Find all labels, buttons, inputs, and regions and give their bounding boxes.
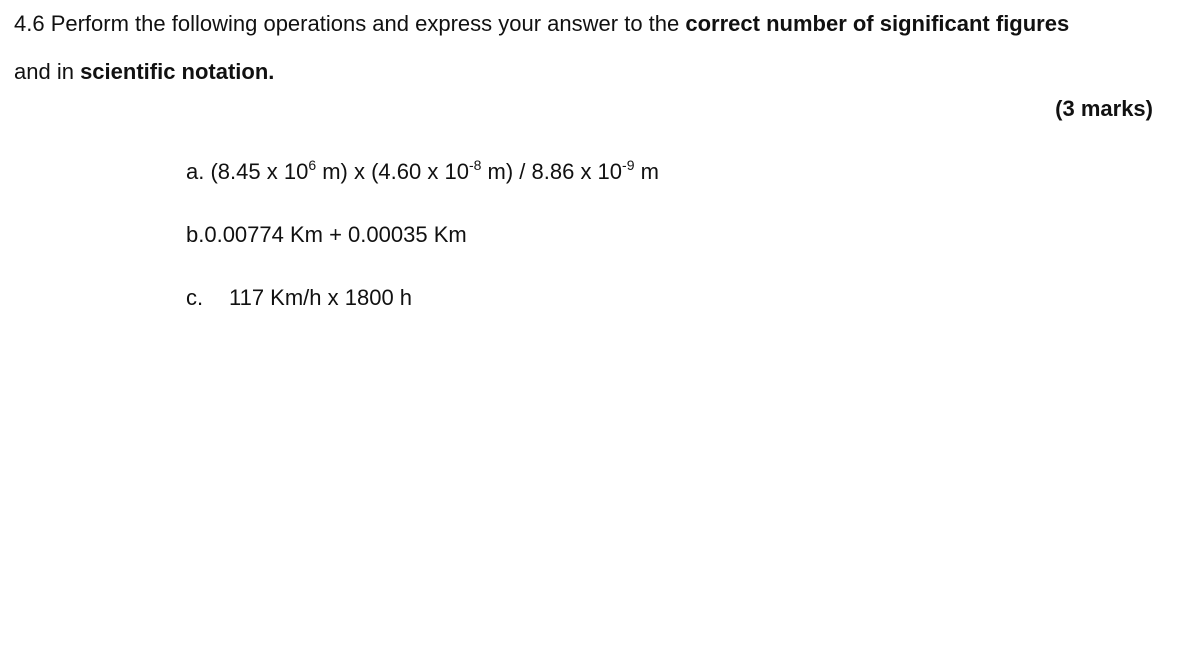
item-a-part2: m) x (4.60 x 10 xyxy=(316,159,469,184)
item-a-part4: m xyxy=(634,159,659,184)
item-a-exponent-1: 6 xyxy=(308,157,317,173)
item-a-part1: (8.45 x 10 xyxy=(204,159,309,184)
question-intro-text: 4.6 Perform the following operations and express your answer to the xyxy=(14,11,686,36)
item-a xyxy=(186,157,659,187)
question-line-1 xyxy=(14,0,1182,48)
item-a-exponent-3: -9 xyxy=(622,157,635,173)
question-line2-prefix: and in xyxy=(14,59,81,84)
item-c xyxy=(186,283,412,313)
item-a-part3: m) / 8.86 x 10 xyxy=(481,159,623,184)
scientific-notation-emphasis: scientific notation. xyxy=(80,59,275,84)
item-a-exponent-2: -8 xyxy=(468,157,482,173)
item-c-text: 117 Km/h x 1800 h xyxy=(229,285,413,310)
question-heading xyxy=(14,0,1182,96)
item-c-letter: c. xyxy=(186,285,204,310)
item-b: b.0.00774 Km + 0.00035 Km xyxy=(186,222,467,247)
marks-label: (3 marks) xyxy=(1055,96,1153,121)
significant-figures-emphasis: correct number of significant figures xyxy=(685,11,1070,36)
item-a-letter: a. xyxy=(186,159,205,184)
question-line-2 xyxy=(14,48,1182,96)
